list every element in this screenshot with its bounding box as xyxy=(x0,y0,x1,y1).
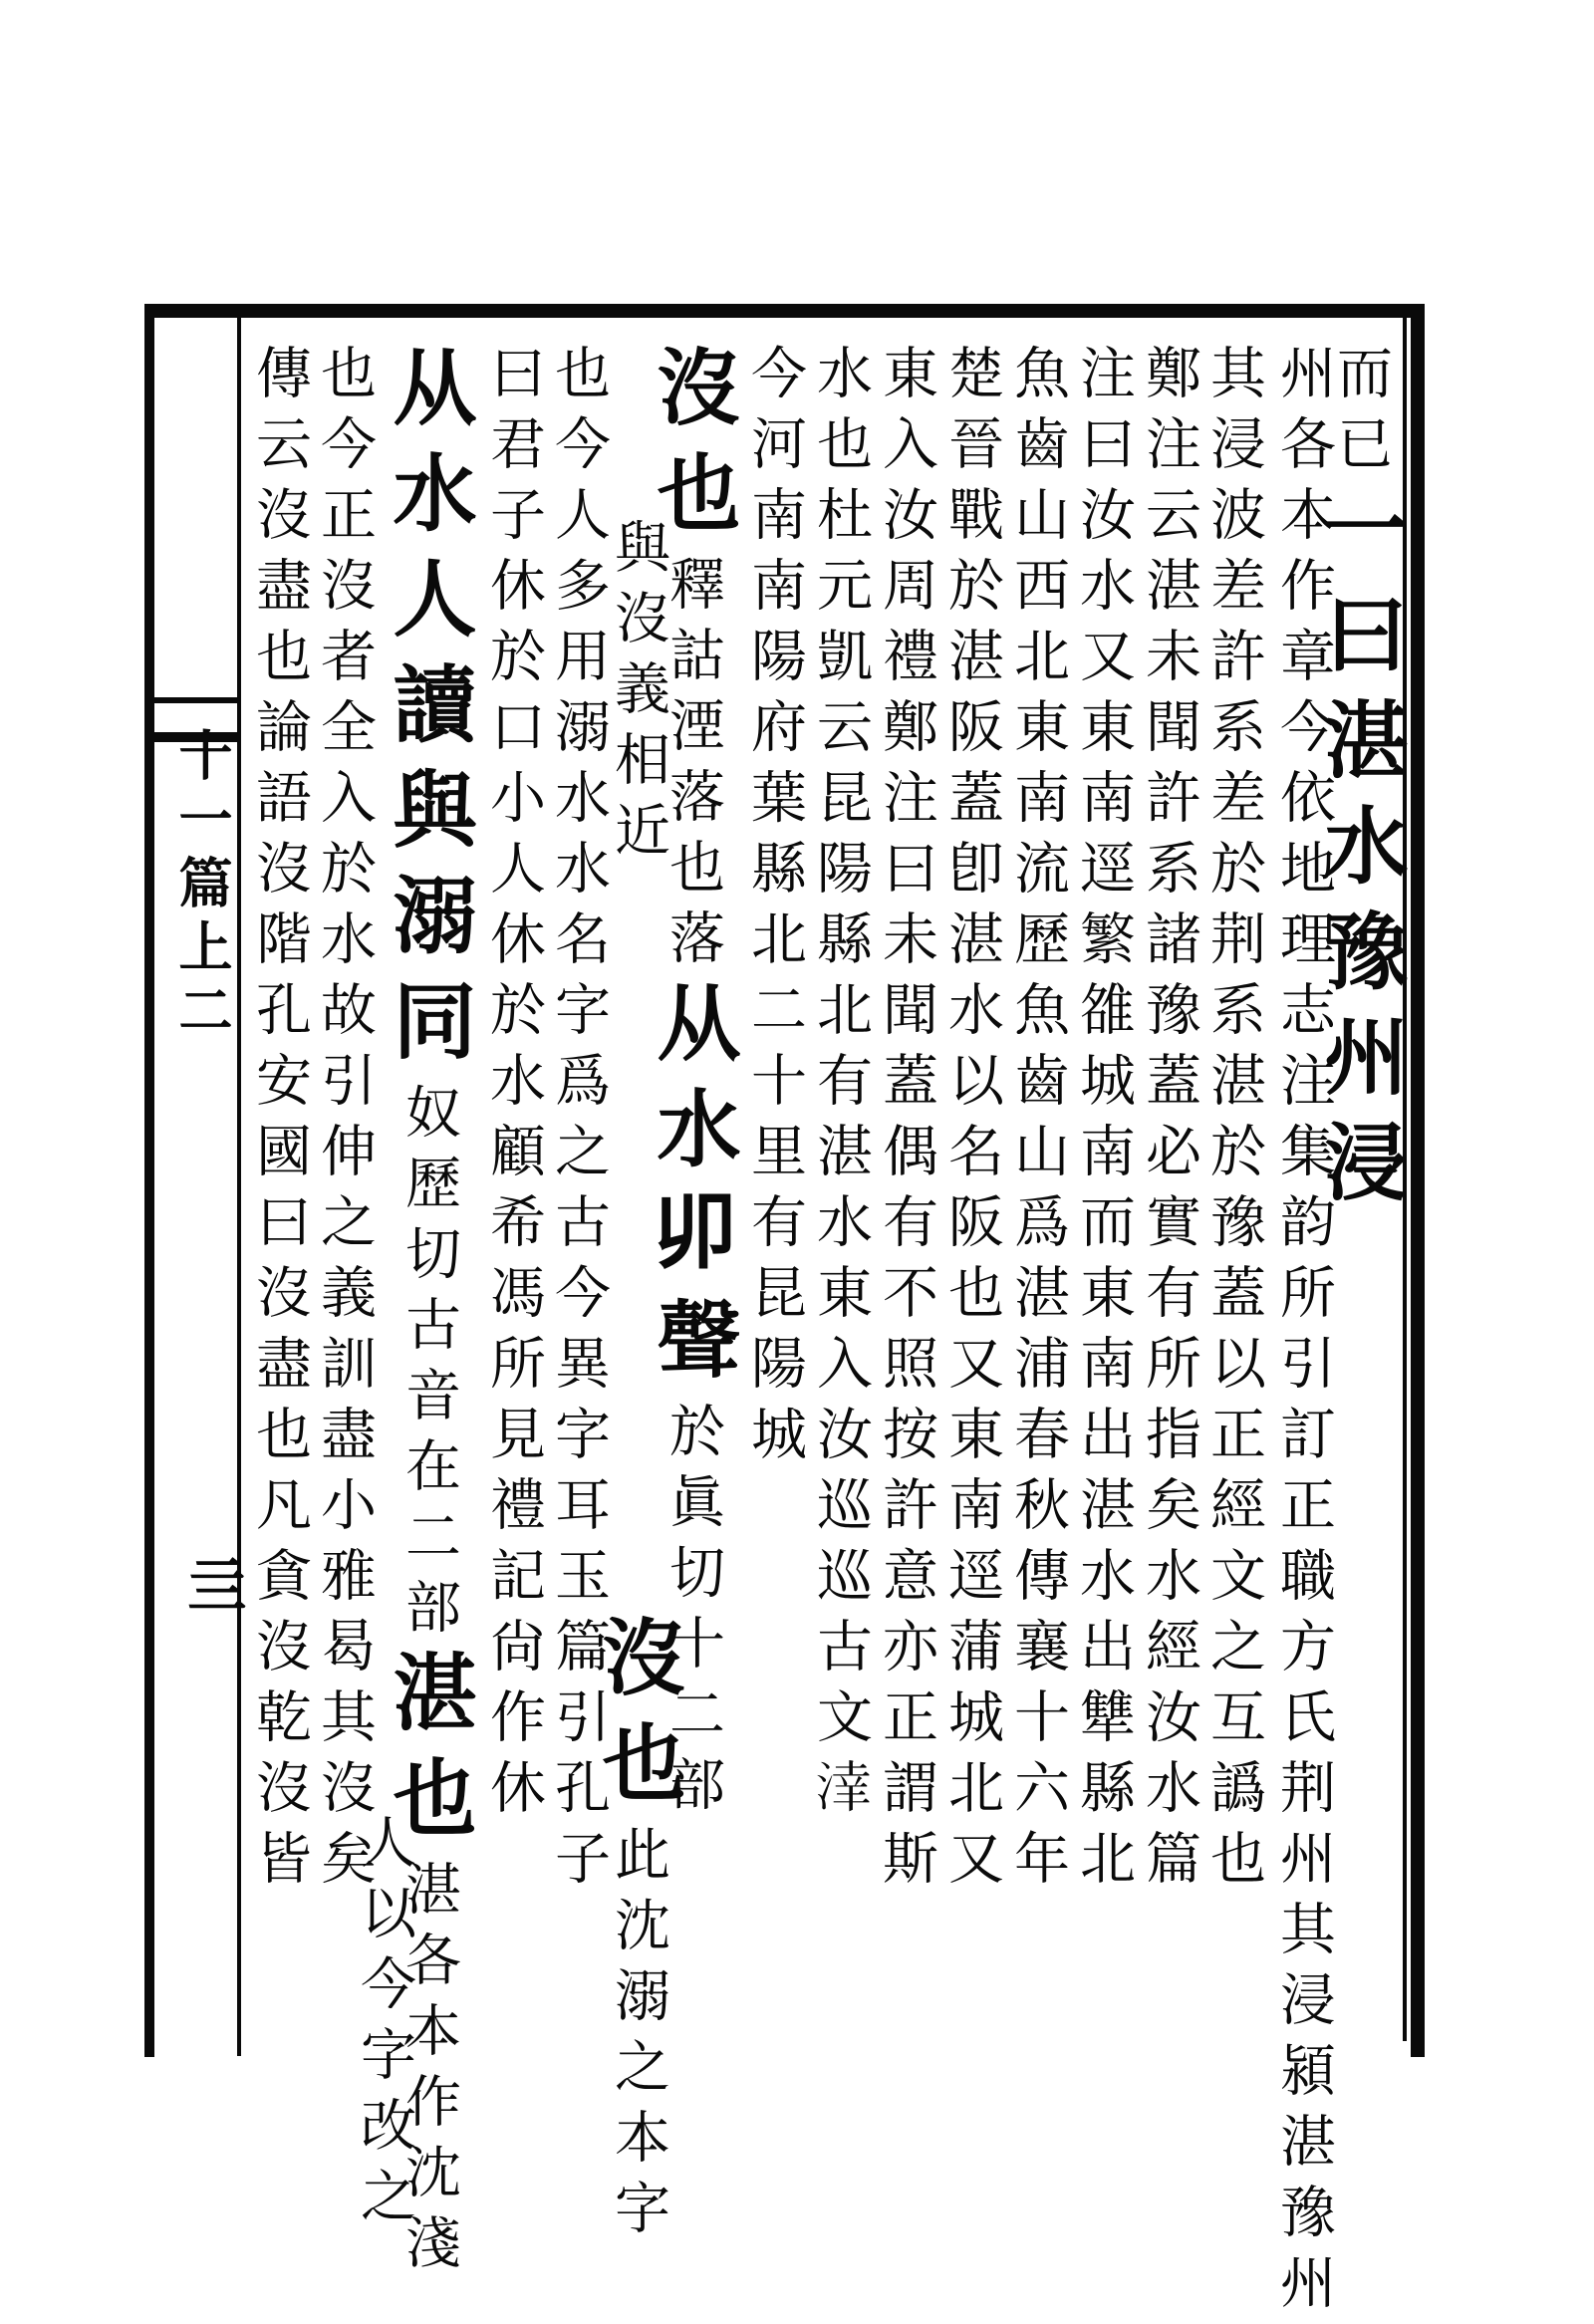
text-column-14: 也今人多用溺水水名字爲之古今異字耳玉篇引孔子 xyxy=(546,344,611,1900)
text-column-5: 注曰汝水又東南逕繁𨿅城南而東南出湛水出犨縣北 xyxy=(1071,344,1136,1900)
text-column-7: 楚晉戰於湛阪蓋卽湛水以名阪也又東南逕蒲城北又 xyxy=(939,344,1004,1900)
page-number: 亖 xyxy=(177,1554,247,1614)
column-13-tail: 此沈溺之本字 xyxy=(606,1825,670,2249)
column-11-tail: 於眞切十二部 xyxy=(661,1402,725,1826)
text-column-9: 水也杜元凱云昆陽縣北有湛水東入汝巡巡古文𣸉 xyxy=(808,344,873,1829)
column-1-heading: 一曰湛水豫州浸 xyxy=(1311,485,1410,1224)
column-16-gloss: 奴歷切古音在二部 xyxy=(397,1083,461,1649)
text-column-17: 也今正沒者全入於水故引伸之義訓盡小雅曷其沒矣 xyxy=(312,344,377,1900)
margin-rule xyxy=(237,318,241,2056)
column-11-heading-1: 沒也 xyxy=(644,344,742,555)
column-16-heading-1: 从水人讀與溺同 xyxy=(380,344,478,1083)
column-11-gloss: 釋詁湮落也落 xyxy=(661,555,725,979)
text-column-3: 其浸波差許系差於荆系湛於豫蓋以正經文之互譌也 xyxy=(1201,344,1266,1900)
text-column-18: 人以今字改之 xyxy=(352,1813,416,2237)
column-1-lead: 而已 xyxy=(1328,344,1393,485)
text-column-12: 與沒義相近 xyxy=(606,518,670,872)
text-column-8: 東入汝周禮鄭注曰未聞蓋偶有不照按許意亦正謂斯 xyxy=(874,344,938,1900)
text-column-15: 曰君子休於口小人休於水顧希馮所見禮記尙作休 xyxy=(481,344,546,1829)
text-column-13 xyxy=(589,1614,687,2249)
column-13-heading: 沒也 xyxy=(589,1614,687,1825)
text-column-19: 傳云沒盡也論語沒階孔安國曰沒盡也凡貪沒乾沒皆 xyxy=(247,344,312,1900)
text-column-4: 鄭注云湛未聞許系諸豫蓋必實有所指矣水經汝水篇 xyxy=(1137,344,1201,1900)
column-11-heading-2: 从水𠨍聲 xyxy=(644,979,742,1402)
text-column-2: 州各本作章今依地理志注集韵所引訂正職方氏荆州其浸潁湛豫州 xyxy=(1271,344,1336,2324)
text-column-6: 魚齒山西北東南流歷魚齒山爲湛浦春秋傳襄十六年 xyxy=(1005,344,1070,1900)
text-column-10: 今河南南陽府葉縣北二十里有昆陽城 xyxy=(742,344,807,1475)
column-16-heading-2: 湛也 xyxy=(380,1649,478,1860)
chapter-label: 十一篇上二 xyxy=(170,727,234,1046)
column-16-tail: 湛各本作沈淺 xyxy=(397,1860,461,2284)
